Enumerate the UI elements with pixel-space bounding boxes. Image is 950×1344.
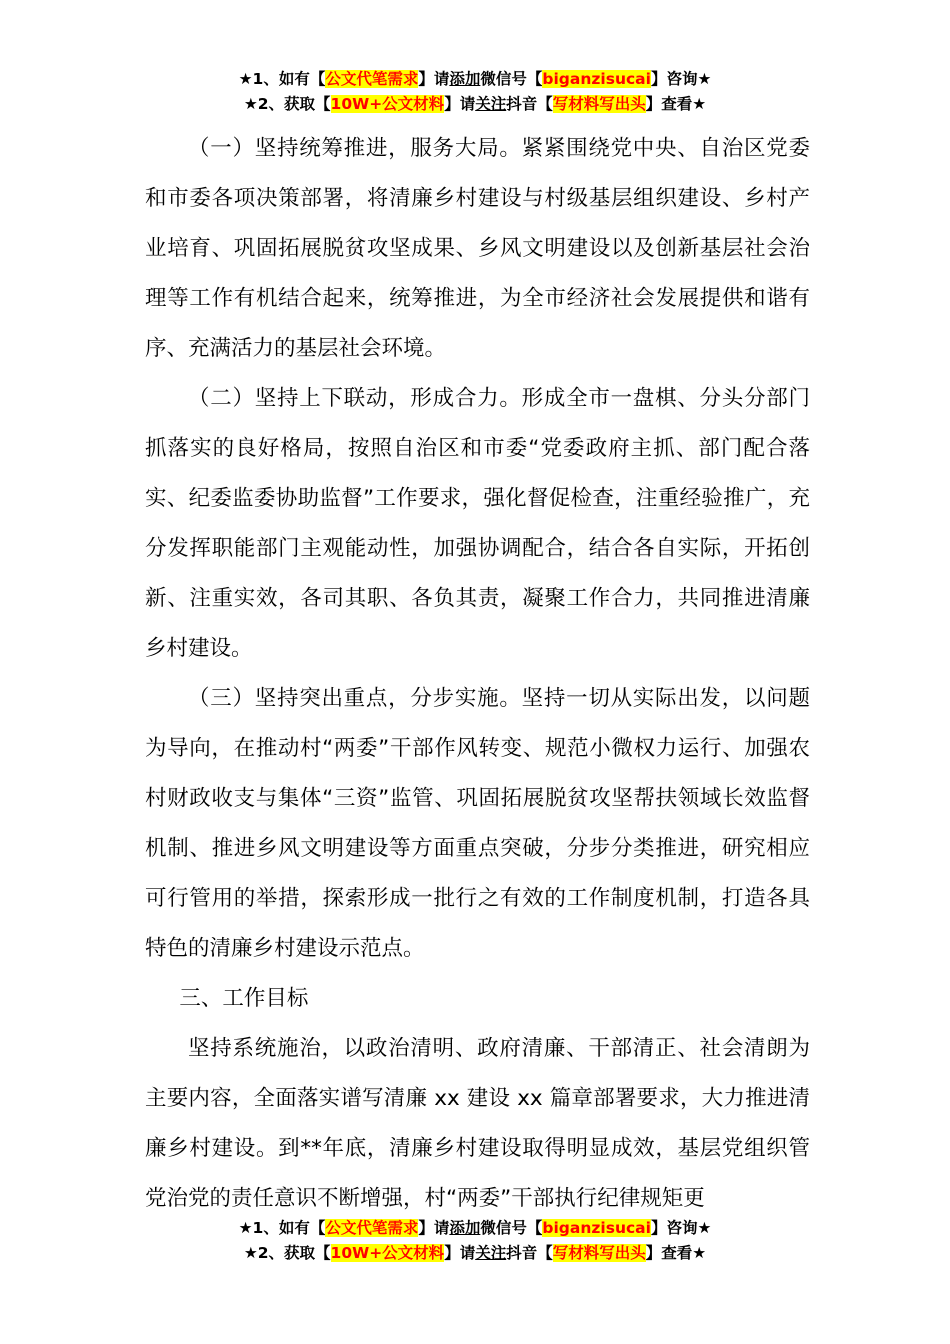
promo-line-2: ★2、获取【10W+公文材料】请关注抖音【写材料写出头】查看★ [243, 1244, 707, 1262]
promo-line-1: ★1、如有【公文代笔需求】请添加微信号【biganzisucai】咨询★ [238, 70, 712, 88]
star-icon: ★ [692, 1244, 707, 1262]
highlight-materials: 10W+公文材料 [330, 95, 445, 113]
section-heading: 三、工作目标 [179, 986, 309, 1011]
star-icon: ★ [238, 1219, 253, 1237]
promo-line-1: ★1、如有【公文代笔需求】请添加微信号【biganzisucai】咨询★ [238, 1219, 712, 1237]
document-body [145, 124, 810, 1224]
star-icon: ★ [238, 70, 253, 88]
highlight-service: 公文代笔需求 [325, 70, 419, 88]
paragraph-2: （二）坚持上下联动，形成合力。形成全市一盘棋、分头分部门抓落实的良好格局，按照自治区和市委“党委政府主抓、部门配合落实、纪委监委协助监督”工作要求，强化督促检查，注重经验推广，充分发挥职能部门主观能动性，加强协调配合，结合各自实际，开拓创新、注重实效，各司其职、各负其责，凝聚工作合力，共同推进清廉乡村建设。 [145, 386, 810, 661]
paragraph-1: （一）坚持统筹推进，服务大局。紧紧围绕党中央、自治区党委和市委各项决策部署，将清廉乡村建设与村级基层组织建设、乡村产业培育、巩固拓展脱贫攻坚成果、乡风文明建设以及创新基层社会治理等工作有机结合起来，统筹推进，为全市经济社会发展提供和谐有序、充满活力的基层社会环境。 [145, 136, 810, 361]
highlight-douyin: 写材料写出头 [552, 95, 646, 113]
star-icon: ★ [697, 1219, 712, 1237]
paragraph-4: 坚持系统施治，以政治清明、政府清廉、干部清正、社会清朗为主要内容，全面落实谱写清廉 xx 建设 xx 篇章部署要求，大力推进清廉乡村建设。到**年底，清廉乡村建设取得明显成效，基层党组织管党治党的责任意识不断增强，村“两委”干部执行纪律规矩更 [145, 1036, 810, 1211]
highlight-wechat-id: biganzisucai [542, 1219, 651, 1237]
promo-line-2: ★2、获取【10W+公文材料】请关注抖音【写材料写出头】查看★ [243, 95, 707, 113]
highlight-materials: 10W+公文材料 [330, 1244, 445, 1262]
promo-banner-top [0, 67, 950, 117]
star-icon: ★ [692, 95, 707, 113]
star-icon: ★ [243, 95, 258, 113]
promo-banner-bottom [0, 1216, 950, 1266]
highlight-douyin: 写材料写出头 [552, 1244, 646, 1262]
highlight-wechat-id: biganzisucai [542, 70, 651, 88]
star-icon: ★ [697, 70, 712, 88]
paragraph-3: （三）坚持突出重点，分步实施。坚持一切从实际出发，以问题为导向，在推动村“两委”干部作风转变、规范小微权力运行、加强农村财政收支与集体“三资”监管、巩固拓展脱贫攻坚帮扶领域长效监督机制、推进乡风文明建设等方面重点突破，分步分类推进，研究相应可行管用的举措，探索形成一批行之有效的工作制度机制，打造各具特色的清廉乡村建设示范点。 [145, 686, 810, 961]
highlight-service: 公文代笔需求 [325, 1219, 419, 1237]
star-icon: ★ [243, 1244, 258, 1262]
